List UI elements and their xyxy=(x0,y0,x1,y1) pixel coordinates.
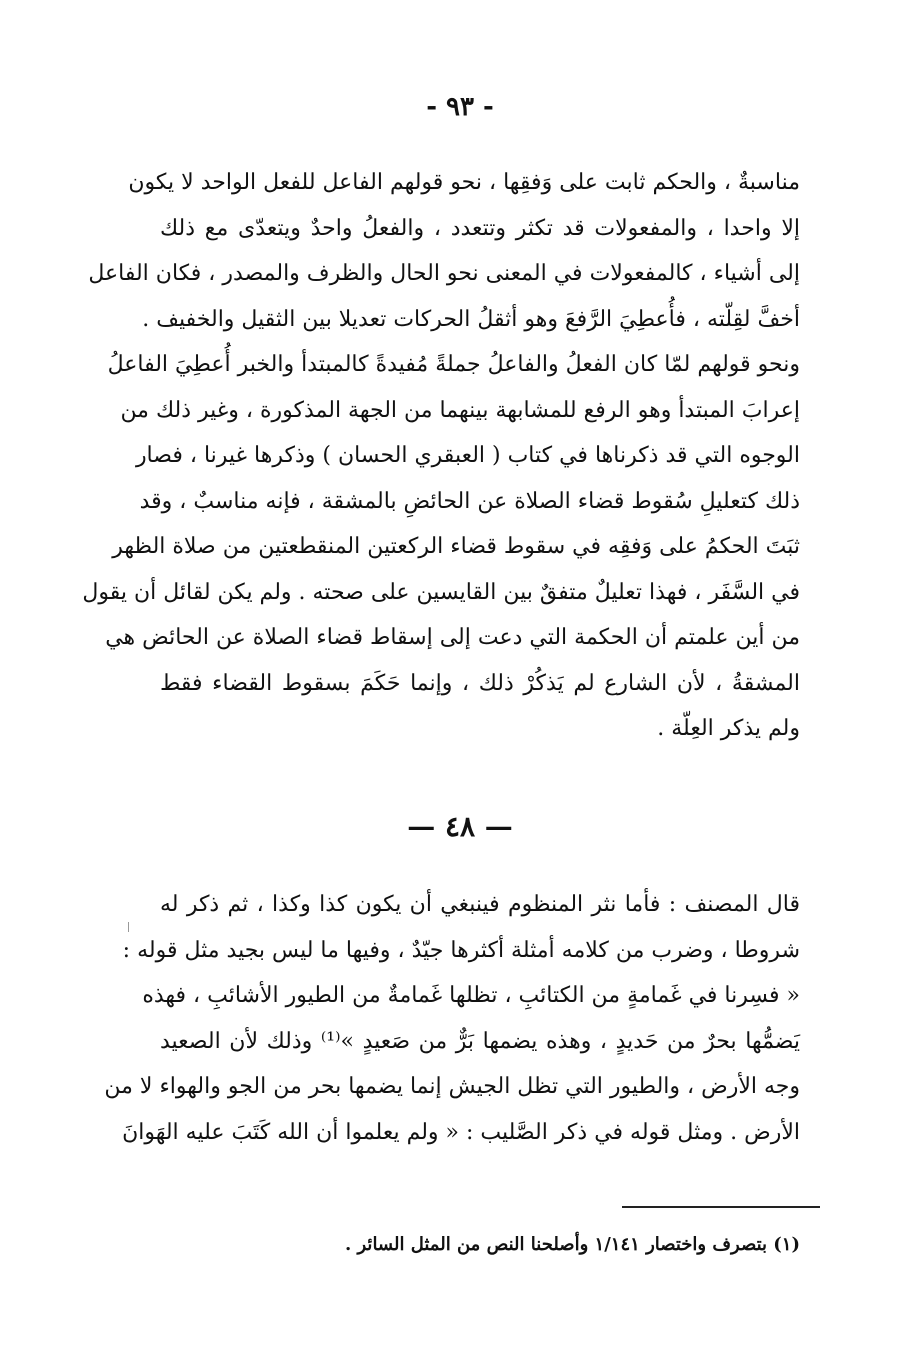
text-line: ذلك كتعليلِ سُقوط قضاء الصلاة عن الحائضِ بالمشقة ، فإنه مناسبٌ ، وقد xyxy=(139,488,800,514)
text-line: وجه الأرض ، والطيور التي تظل الجيش إنما يضمها بحر من الجو والهواء لا من xyxy=(104,1074,800,1099)
paragraph-1 xyxy=(82,160,800,752)
text-line: أخفَّ لقِلّته ، فأُعطِيَ الرَّفعَ وهو أثقلُ الحركات تعديلا بين الثقيل والخفيف . xyxy=(142,306,800,332)
text-line: « فسِرنا في غَمامةٍ من الكتائبِ ، تظلها غَمامةٌ من الطيور الأشائبِ ، فهذه xyxy=(142,983,800,1008)
text-line: إعرابَ المبتدأ وهو الرفع للمشابهة بينهما من الجهة المذكورة ، وغير ذلك من xyxy=(120,397,800,423)
text-line: إلا واحدا ، والمفعولات قد تكثر وتتعدد ، والفعلُ واحدٌ ويتعدّى مع ذلك xyxy=(160,215,800,241)
text-line: إلى أشياء ، كالمفعولات في المعنى نحو الحال والظرف والمصدر ، فكان الفاعل xyxy=(88,261,800,286)
text-line: قال المصنف : فأما نثر المنظوم فينبغي أن يكون كذا وكذا ، ثم ذكر له xyxy=(160,892,800,917)
text-line: شروطا ، وضرب من كلامه أمثلة أكثرها جيّدٌ ، وفيها ما ليس بجيد مثل قوله : xyxy=(122,937,800,963)
text-line: مناسبةٌ ، والحكم ثابت على وَفقِها ، نحو قولهم الفاعل للفعل الواحد لا يكون xyxy=(128,170,800,195)
footnote: (١) بتصرف واختصار ١/١٤١ وأصلحنا النص من المثل السائر . xyxy=(344,1234,800,1255)
paragraph-2 xyxy=(104,882,800,1155)
text-line: ولم يذكر العِلّة . xyxy=(657,716,800,741)
text-line: الأرض . ومثل قوله في ذكر الصَّليب : « ولم يعلموا أن الله كَتَبَ عليه الهَوانَ xyxy=(122,1119,800,1145)
text-line: في السَّفَر ، فهذا تعليلٌ متفقٌ بين القايسين على صحته . ولم يكن لقائل أن يقول xyxy=(82,579,800,605)
text-line: ونحو قولهم لمّا كان الفعلُ والفاعلُ جملةً مُفيدةً كالمبتدأ والخبر أُعطِيَ الفاعلُ xyxy=(107,352,800,377)
text-line: ثبَتَ الحكمُ على وَفقِه في سقوط قضاء الركعتين المنقطعتين من صلاة الظهر xyxy=(112,534,800,559)
text-line: المشقةُ ، لأن الشارع لم يَذكُرْ ذلك ، وإنما حَكَمَ بسقوط القضاء فقط xyxy=(160,670,800,696)
text-line: يَضمُّها بحرٌ من حَديدٍ ، وهذه يضمها بَرٌّ من صَعيدٍ »⁽¹⁾ وذلك لأن الصعيد xyxy=(160,1028,800,1054)
section-heading: — ٤٨ — xyxy=(407,810,513,843)
page-number: - ٩٣ - xyxy=(426,92,494,122)
text-line: من أين علمتم أن الحكمة التي دعت إلى إسقاط قضاء الصلاة عن الحائض هي xyxy=(105,625,800,650)
text-line: الوجوه التي قد ذكرناها في كتاب ( العبقري الحسان ) وذكرها غيرنا ، فصار xyxy=(135,443,800,468)
footnote-divider xyxy=(622,1206,820,1208)
